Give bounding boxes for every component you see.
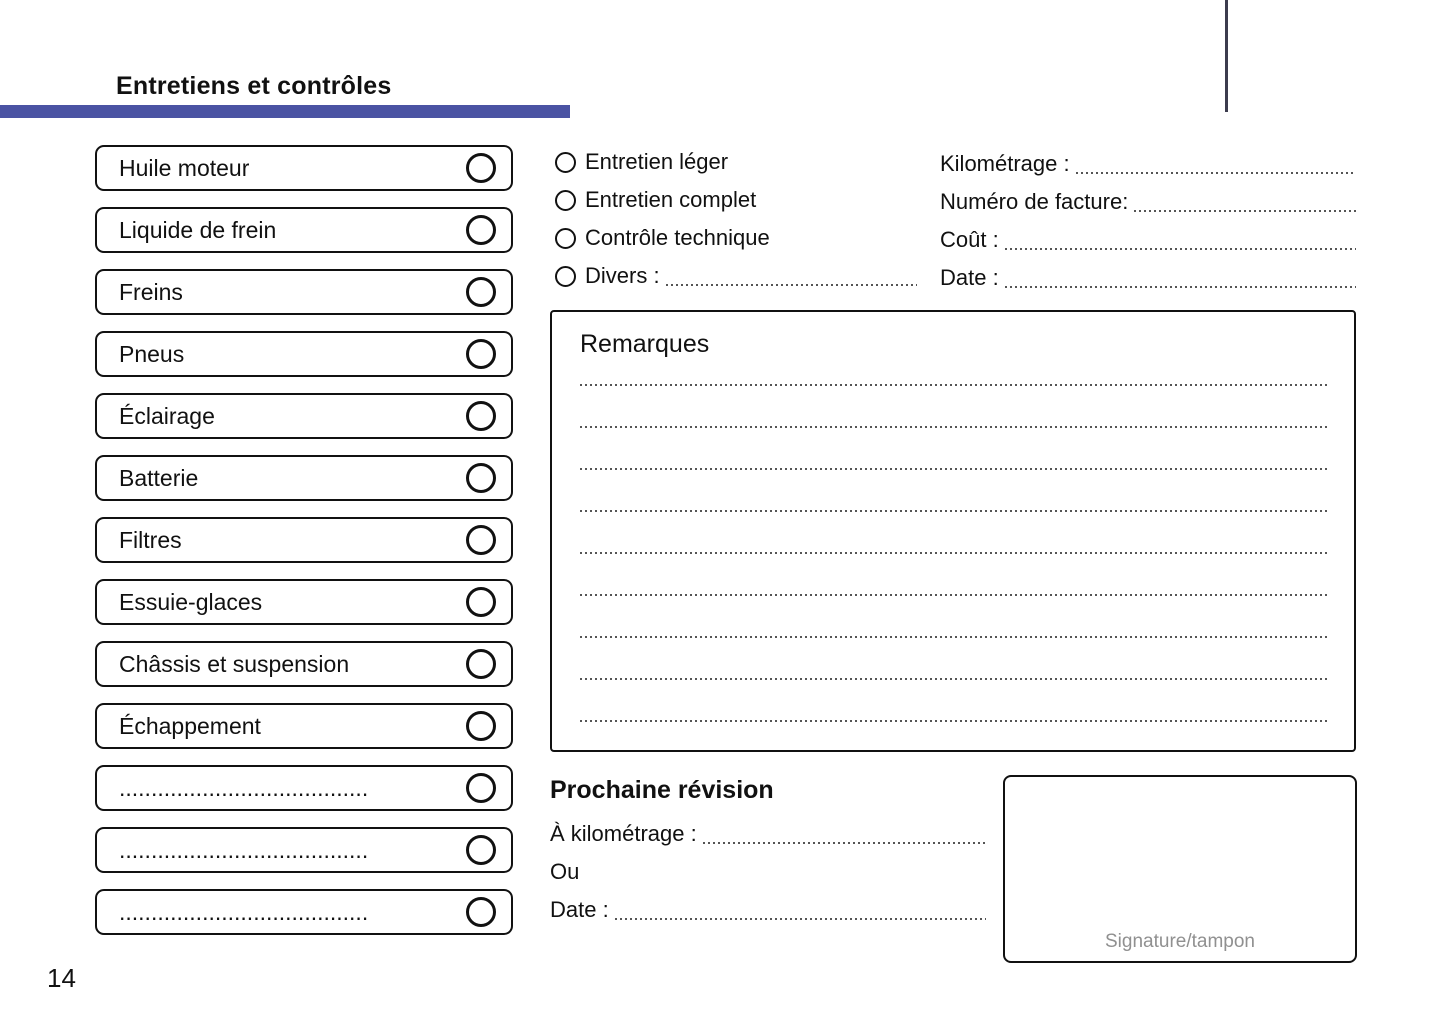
remark-line — [580, 426, 1328, 428]
radio-circle[interactable] — [555, 190, 576, 211]
checkbox-circle[interactable] — [466, 835, 496, 865]
radio-circle[interactable] — [555, 228, 576, 249]
checklist-item — [95, 703, 513, 749]
fill-in-line — [1005, 248, 1356, 250]
checklist-item-label: Filtres — [119, 526, 182, 553]
checklist-item — [95, 641, 513, 687]
remark-line — [580, 384, 1328, 386]
checkbox-circle[interactable] — [466, 897, 496, 927]
checklist-item-label: Pneus — [119, 340, 185, 367]
title-underline-bar — [0, 105, 570, 118]
checklist-item — [95, 455, 513, 501]
next-service-date-label: Date : — [550, 897, 609, 922]
page-edge-line — [1225, 0, 1228, 112]
checklist-item-label: Châssis et suspension — [119, 650, 350, 677]
service-option-label: Contrôle technique — [585, 225, 770, 250]
fill-in-line — [1005, 286, 1356, 288]
remarks-box — [550, 310, 1356, 752]
checklist-item-blank — [95, 765, 513, 811]
checklist-item-label: Liquide de frein — [119, 216, 277, 243]
checklist-item — [95, 393, 513, 439]
checkbox-circle[interactable] — [466, 711, 496, 741]
checkbox-circle[interactable] — [466, 649, 496, 679]
next-service-date-field — [550, 891, 986, 929]
remark-line — [580, 636, 1328, 638]
checklist-item-label: Éclairage — [119, 402, 215, 429]
service-option — [555, 143, 917, 181]
checklist-item-label: Batterie — [119, 464, 199, 491]
checkbox-circle[interactable] — [466, 463, 496, 493]
checkbox-circle[interactable] — [466, 401, 496, 431]
checklist-item-label: Échappement — [119, 712, 261, 739]
checklist-item-blank — [95, 889, 513, 935]
checklist-item-label: Huile moteur — [119, 154, 250, 181]
checklist-item — [95, 331, 513, 377]
invoice-field-label: Kilométrage : — [940, 151, 1070, 176]
checklist-item-label: Essuie-glaces — [119, 588, 263, 615]
checklist-item-blank — [95, 827, 513, 873]
invoice-fields — [940, 145, 1356, 297]
remark-line — [580, 594, 1328, 596]
service-type-options — [555, 143, 917, 295]
next-service-kilometrage-field — [550, 815, 986, 853]
checkbox-circle[interactable] — [466, 773, 496, 803]
invoice-field-label: Date : — [940, 265, 999, 290]
invoice-field-label: Coût : — [940, 227, 999, 252]
checklist-item-label: ....................................... — [119, 774, 369, 801]
remark-line — [580, 720, 1328, 722]
checklist — [95, 145, 513, 935]
checklist-item — [95, 207, 513, 253]
checklist-item — [95, 145, 513, 191]
service-option-label: Entretien complet — [585, 187, 757, 212]
checklist-item — [95, 269, 513, 315]
fill-in-line — [1134, 210, 1356, 212]
next-service-section — [550, 776, 986, 929]
fill-in-line — [666, 284, 917, 286]
next-service-title: Prochaine révision — [550, 776, 774, 804]
checklist-item — [95, 579, 513, 625]
radio-circle[interactable] — [555, 152, 576, 173]
page-number: 14 — [47, 963, 76, 993]
page-title: Entretiens et contrôles — [116, 72, 392, 100]
remark-line — [580, 678, 1328, 680]
next-service-kilometrage-label: À kilométrage : — [550, 821, 697, 846]
remark-line — [580, 552, 1328, 554]
checkbox-circle[interactable] — [466, 587, 496, 617]
checkbox-circle[interactable] — [466, 153, 496, 183]
service-option-label: Divers : — [585, 263, 660, 288]
checkbox-circle[interactable] — [466, 525, 496, 555]
invoice-field — [940, 259, 1356, 297]
signature-box — [1003, 775, 1357, 963]
checklist-item-label: Freins — [119, 278, 183, 305]
fill-in-line — [615, 918, 986, 920]
service-option — [555, 219, 917, 257]
signature-label: Signature/tampon — [1105, 931, 1255, 952]
invoice-field — [940, 183, 1356, 221]
invoice-field — [940, 221, 1356, 259]
checkbox-circle[interactable] — [466, 339, 496, 369]
fill-in-line — [703, 842, 986, 844]
remarks-title: Remarques — [580, 330, 710, 358]
service-option — [555, 181, 917, 219]
next-service-or-label: Ou — [550, 859, 580, 884]
invoice-field-label: Numéro de facture: — [940, 189, 1129, 214]
checklist-item-label: ....................................... — [119, 836, 369, 863]
service-option — [555, 257, 917, 295]
checkbox-circle[interactable] — [466, 277, 496, 307]
remark-line — [580, 510, 1328, 512]
invoice-field — [940, 145, 1356, 183]
remark-line — [580, 468, 1328, 470]
radio-circle[interactable] — [555, 266, 576, 287]
checklist-item — [95, 517, 513, 563]
checklist-item-label: ....................................... — [119, 898, 369, 925]
service-option-label: Entretien léger — [585, 149, 729, 174]
checkbox-circle[interactable] — [466, 215, 496, 245]
fill-in-line — [1076, 172, 1356, 174]
